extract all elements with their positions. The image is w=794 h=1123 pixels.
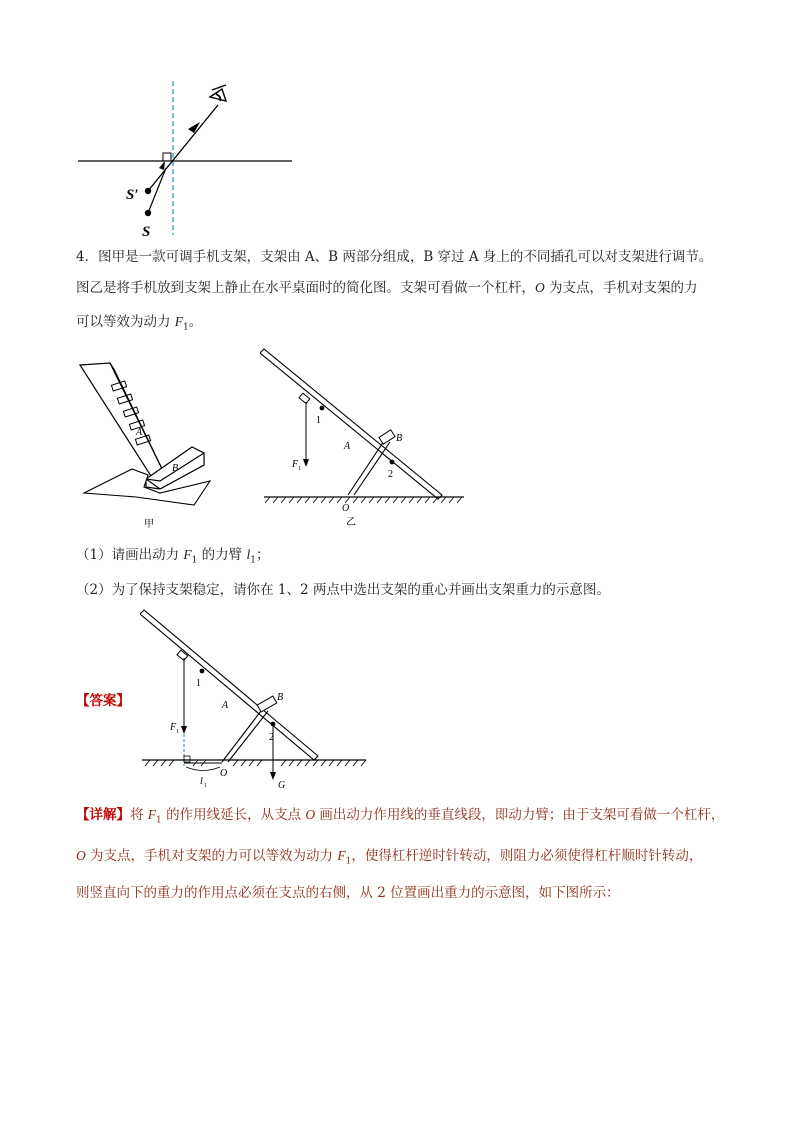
expl-2a: 为支点，手机对支架的力可以等效为动力	[85, 848, 338, 864]
reflected-ray	[148, 105, 218, 191]
question-line-3	[76, 307, 202, 343]
sq1-text-a: （1）请画出动力	[76, 547, 184, 563]
expl-1b: 的作用线延长，从支点	[161, 807, 306, 823]
explanation-line-2	[76, 841, 702, 877]
ans-label-a: A	[222, 700, 229, 711]
yi-phone-block	[299, 393, 310, 403]
right-angle-mark	[163, 153, 171, 161]
yi-label-a: A	[344, 441, 351, 452]
yi-phone-board	[260, 349, 442, 499]
ans-label-2: 2	[269, 732, 274, 743]
label-s-prime: S′	[126, 187, 139, 203]
expl-2-o: O	[76, 848, 86, 863]
ans-label-g: G	[278, 780, 286, 791]
yi-point-1	[320, 406, 325, 411]
yi-point-2	[390, 460, 395, 465]
yi-label-b: B	[396, 433, 403, 444]
eye-icon	[210, 85, 226, 101]
explanation-line-1	[76, 800, 724, 836]
ans-stand-b-block	[257, 696, 277, 712]
yi-label-o: O	[342, 503, 350, 514]
ans-lever-arm-brace	[186, 767, 220, 771]
sq1-var-l-sub: 1	[250, 555, 256, 566]
phone-stand-figure-jia	[76, 355, 216, 535]
var-f: F	[174, 314, 184, 329]
phone-stand-figure-yi	[260, 345, 470, 545]
yi-label-2: 2	[388, 469, 393, 480]
question-text-3b: 。	[188, 314, 203, 330]
jia-label-b: B	[172, 463, 179, 474]
yi-label-f: F	[292, 459, 299, 470]
sq1-text-c: ；	[255, 547, 270, 563]
ans-label-f-sub: 1	[176, 729, 179, 735]
question-text-2b: 为支点，手机对支架的力	[544, 280, 698, 296]
expl-3: 则竖直向下的重力的作用点必须在支点的右侧，从 2 位置画出重力的示意图，如下图所示：	[76, 885, 620, 901]
answer-tag: 【答案】	[76, 693, 130, 709]
question-text-3a: 可以等效为动力	[76, 314, 175, 330]
var-f-sub: 1	[183, 322, 189, 333]
question-line-2	[76, 273, 698, 303]
ans-label-b: B	[277, 692, 284, 703]
sub-question-1	[76, 540, 269, 576]
ans-point-1	[200, 669, 205, 674]
ans-label-f: F	[170, 722, 177, 733]
ans-ground-hatch	[145, 760, 366, 766]
sub-question-2	[76, 575, 610, 605]
expl-2b: ，使得杠杆逆时针转动，则阻力必须使得杠杆顺时针转动，	[351, 848, 703, 864]
point-s	[145, 210, 151, 216]
yi-caption: 乙	[346, 517, 356, 528]
expl-1-f: F	[147, 807, 157, 822]
explanation-line-3	[76, 878, 620, 908]
point-s-prime	[145, 188, 151, 194]
sq1-var-f-sub: 1	[191, 555, 198, 566]
label-s: S	[142, 224, 151, 240]
ans-label-l-sub: 1	[204, 783, 207, 789]
answer-figure	[140, 604, 370, 804]
reflected-ray-arrow	[188, 122, 200, 133]
ans-stand-leg	[222, 707, 264, 762]
explanation-tag: 【详解】	[76, 807, 130, 823]
expl-1-o: O	[305, 807, 316, 822]
incident-ray-arrow	[159, 161, 165, 170]
expl-1-fsub: 1	[156, 815, 162, 826]
question-text-2a: 图乙是将手机放到支架上静止在水平桌面时的简化图。支架可看做一个杠杆，	[76, 280, 535, 296]
jia-caption: 甲	[144, 519, 154, 530]
sq2-text: （2）为了保持支架稳定，请你在 1、2 两点中选出支架的重心并画出支架重力的示意图。	[76, 582, 610, 598]
var-o: O	[535, 280, 545, 295]
sq1-var-l: l	[246, 547, 251, 562]
yi-label-1: 1	[316, 415, 321, 426]
question-number: 4．	[76, 249, 99, 265]
expl-1a: 将	[130, 807, 148, 823]
yi-label-f-sub: 1	[298, 466, 301, 472]
jia-label-a: A	[136, 427, 143, 438]
expl-2-f: F	[337, 848, 346, 863]
ans-label-o: O	[220, 768, 228, 779]
sq1-text-b: 的力臂	[197, 547, 247, 563]
yi-ground-hatch	[265, 497, 462, 503]
yi-stand-leg	[348, 438, 386, 495]
question-text-1: 图甲是一款可调手机支架，支架由 A、B 两部分组成，B 穿过 A 身上的不同插孔可以对支架进行调节。	[98, 249, 713, 265]
yi-stand-b-block	[379, 430, 395, 444]
ans-right-angle-mark	[184, 756, 190, 762]
ans-label-1: 1	[196, 678, 201, 689]
expl-1c: 画出动力作用线的垂直线段，即动力臂；由于支架可看做一个杠杆，	[315, 807, 725, 823]
mirror-reflection-figure	[70, 75, 310, 245]
ans-label-l: l	[200, 776, 203, 787]
question-line-1	[76, 242, 712, 272]
sq1-var-f: F	[183, 547, 192, 562]
ans-phone-board	[140, 610, 318, 760]
expl-2-fsub: 1	[345, 856, 352, 867]
